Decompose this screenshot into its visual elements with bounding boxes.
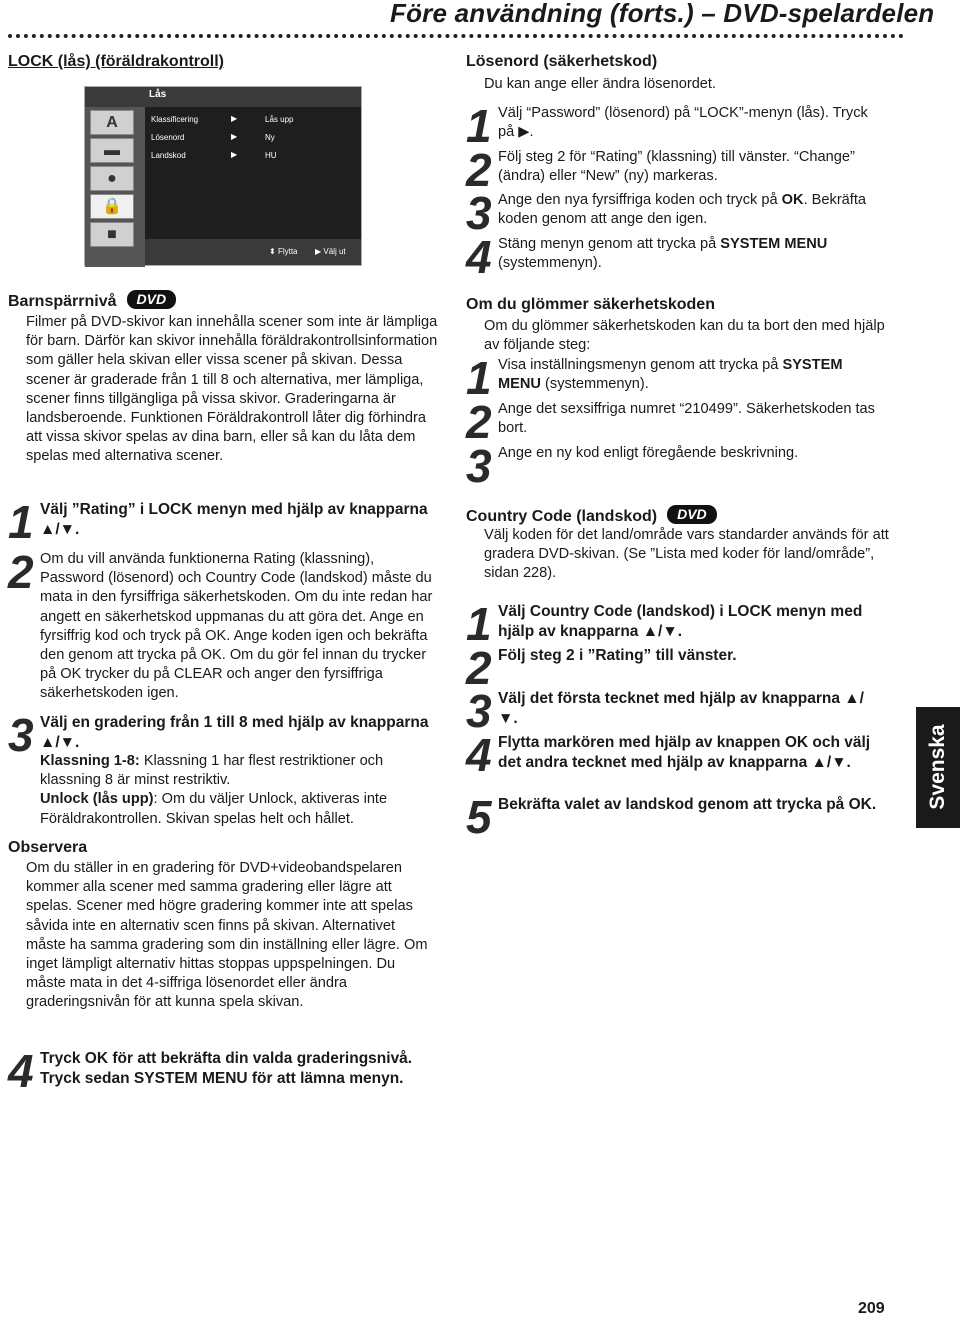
menu-footer-exit: ▶ Välj ut — [315, 247, 346, 256]
others-icon: ■ — [90, 222, 134, 247]
child-lock-title: Barnspärrnivå DVD — [8, 290, 176, 311]
page-number: 209 — [858, 1300, 885, 1317]
step-number: 3 — [8, 709, 34, 761]
note-title: Observera — [8, 839, 88, 856]
step-number: 4 — [466, 231, 492, 283]
menu-sidebar — [85, 107, 145, 267]
step-number: 3 — [466, 440, 492, 492]
step-number: 5 — [466, 791, 492, 843]
menu-value-rating: Lås upp — [265, 115, 294, 124]
step-text: Välj det första tecknet med hjälp av knapparna ▲/▼. — [498, 690, 864, 727]
arrow-right-icon: ▶ — [231, 114, 238, 123]
step-text: Ange det sexsiffriga numret “210499”. Säkerhetskoden tas bort. — [498, 401, 875, 437]
password-title: Lösenord (säkerhetskod) — [466, 53, 658, 70]
step-text: Flytta markören med hjälp av knappen OK och välj det andra tecknet med hjälp av knapparna ▲/▼. — [498, 734, 871, 771]
password-intro: Du kan ange eller ändra lösenordet. — [484, 76, 717, 92]
forgot-code-title: Om du glömmer säkerhetskoden — [466, 296, 715, 313]
step-number: 2 — [466, 144, 492, 196]
step-text: Bekräfta valet av landskod genom att trycka på OK. — [498, 796, 877, 813]
page-header-title: Före användning (forts.) – DVD-spelardelen — [390, 0, 935, 28]
language-side-tab — [916, 707, 960, 828]
country-code-title: Country Code (landskod) DVD — [466, 505, 717, 526]
step-text — [40, 713, 435, 829]
menu-titlebar — [85, 87, 361, 107]
lock-section-title: LOCK (lås) (föräldrakontroll) — [8, 53, 225, 70]
header-dotted-rule — [8, 34, 904, 38]
step-number: 4 — [8, 1045, 34, 1097]
step-number: 1 — [466, 598, 492, 650]
menu-item-password: Lösenord — [151, 133, 185, 142]
step-number: 2 — [466, 642, 492, 694]
step-number: 2 — [466, 396, 492, 448]
step-text: Följ steg 2 i ”Rating” till vänster. — [498, 647, 737, 664]
menu-item-rating: Klassificering — [151, 115, 199, 124]
step-text: Om du vill använda funktionerna Rating (klassning), Password (lösenord) och Country Code (landskod) måste du mata in den fyrsiffriga säkerhetskoden. Om du inte redan har angett en säkerhetskod uppmanas du att göra det. Ange en fyrsiffrig kod och tryck på OK. Ange koden igen och bekräfta den genom att trycka på OK. Om du gör fel innan du trycker på OK trycker du på CLEAR och anger den fyrsiffriga säkerhetskoden igen. — [40, 551, 433, 702]
menu-value-country: HU — [265, 151, 277, 160]
dvd-badge: DVD — [667, 505, 717, 524]
menu-value-password: Ny — [265, 133, 275, 142]
step-text: Visa inställningsmenyn genom att trycka på SYSTEM MENU (systemmenyn). — [498, 357, 843, 393]
step-text: Tryck OK för att bekräfta din valda graderingsnivå. Tryck sedan SYSTEM MENU för att lämna menyn. — [40, 1050, 413, 1087]
step-number: 1 — [466, 352, 492, 404]
forgot-code-intro: Om du glömmer säkerhetskoden kan du ta bort den med hjälp av följande steg: — [484, 318, 885, 354]
rating-levels-label: Klassning 1-8: — [40, 753, 140, 769]
menu-main-panel — [145, 107, 361, 239]
menu-item-country: Landskod — [151, 151, 186, 160]
language-tab-label: Svenska — [926, 724, 949, 810]
step-text: Följ steg 2 för “Rating” (klassning) till vänster. “Change” (ändra) eller “New” (ny) markeras. — [498, 149, 855, 185]
note-body: Om du ställer in en gradering för DVD+videobandspelaren kommer alla scener med samma gradering eller lägre att spelas. Scener med högre gradering kommer inte att spelas såvida inte en alternativ scen finns på skivan. Alternativet måste ha samma gradering som din inställning eller lägre. Om inget lämpligt alternativ hittas stoppas uppspelningen. Du måste mata in det 4-siffriga lösenordet eller ändra graderingsnivån för att kunna spela skivan. — [26, 860, 428, 1011]
step-text: Välj Country Code (landskod) i LOCK menyn med hjälp av knapparna ▲/▼. — [498, 603, 863, 640]
rating-levels-text: Klassning 1 har flest restriktioner och klassning 8 är minst restriktiv. — [40, 753, 384, 789]
country-code-intro: Välj koden för det land/område vars standarder används för att gradera DVD-skivan. (Se ”Lista med koder för land/område”, sidan 228). — [484, 527, 889, 582]
step-text: Välj “Password” (lösenord) på “LOCK”-menyn (lås). Tryck på ▶. — [498, 105, 868, 141]
step-number: 2 — [8, 546, 34, 598]
audio-icon: ● — [90, 166, 134, 191]
language-icon: A — [90, 110, 134, 135]
lock-icon: 🔒 — [90, 194, 134, 219]
arrow-right-icon: ▶ — [231, 132, 238, 141]
step-number: 3 — [466, 187, 492, 239]
step-3-heading: Välj en gradering från 1 till 8 med hjälp av knapparna ▲/▼. — [40, 714, 429, 751]
step-text: Stäng menyn genom att trycka på SYSTEM MENU (systemmenyn). — [498, 236, 828, 272]
step-text: Ange den nya fyrsiffriga koden och tryck på OK. Bekräfta koden genom att ange den igen. — [498, 192, 867, 228]
arrow-right-icon: ▶ — [231, 150, 238, 159]
step-number: 1 — [466, 100, 492, 152]
menu-footer — [145, 239, 361, 265]
unlock-label: Unlock (lås upp) — [40, 791, 154, 808]
step-number: 3 — [466, 685, 492, 737]
step-text: Välj ”Rating” i LOCK menyn med hjälp av knapparna ▲/▼. — [40, 501, 428, 538]
display-icon: ▬ — [90, 138, 134, 163]
step-number: 1 — [8, 496, 34, 548]
child-lock-body: Filmer på DVD-skivor kan innehålla scener som inte är lämpliga för barn. Därför kan skivor innehålla föräldrakontrollsinformation som gäller hela skivan eller vissa scener på skivan. Dessa scener är graderade från 1 till 8 och alternativa, mer lämpliga, scener finns tillgängliga på vissa skivor. Graderingarna är landsberoende. Funktionen Föräldrakontroll låter dig förhindra att vissa skivor spelas av dina barn, eller så kan du låta dem spelas med alternativa scener. — [26, 314, 438, 465]
menu-title: Lås — [149, 89, 167, 100]
unlock-text: : Om du väljer Unlock, aktiveras inte Föräldrakontrollen. Skivan spelas helt och hållet. — [40, 791, 388, 827]
lock-menu-screenshot — [84, 86, 362, 266]
menu-footer-move: ⬍ Flytta — [269, 247, 298, 256]
step-text: Ange en ny kod enligt föregående beskrivning. — [498, 445, 799, 461]
step-number: 4 — [466, 729, 492, 781]
dvd-badge: DVD — [127, 290, 177, 309]
